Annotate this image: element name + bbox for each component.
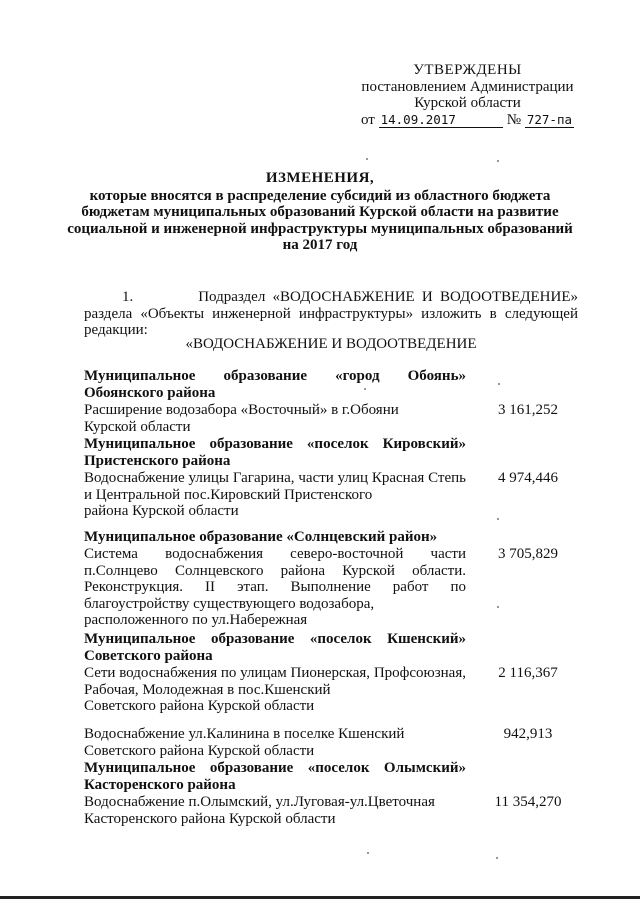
approval-block (360, 62, 575, 128)
project-row: Система водоснабжения северо-восточной части п.Солнцево Солнцевского района Курской области. Реконструкция. II этап. Выполнение работ по благоустройству существующего водозабора, расположенного по ул.Набережная (84, 546, 466, 628)
scan-speck (497, 606, 499, 608)
scan-speck (364, 388, 366, 390)
approval-date: 14.09.2017 (379, 112, 503, 128)
paragraph-1 (84, 289, 578, 339)
project-row: Водоснабжение п.Олымский, ул.Луговая-ул.Цветочная Касторенского района Курской области (84, 794, 435, 827)
amount-value: 3 161,252 (498, 402, 558, 418)
date-prefix: от (361, 111, 375, 128)
municipality-heading: Муниципальное образование «поселок Кшенский» Советского района (84, 631, 466, 664)
project-row: Сети водоснабжения по улицам Пионерская, Профсоюзная, Рабочая, Молодежная в пос.Кшенский Советского района Курской области (84, 665, 466, 714)
scan-speck (497, 518, 499, 520)
municipality-heading: Муниципальное образование «поселок Олымский» Касторенского района (84, 760, 466, 793)
number-prefix: № (506, 111, 522, 128)
approval-heading: УТВЕРЖДЕНЫ (413, 62, 522, 78)
municipality-heading: Муниципальное образование «город Обоянь» Обоянского района (84, 368, 466, 401)
project-row: Водоснабжение ул.Калинина в поселке Кшенский Советского района Курской области (84, 726, 405, 759)
paragraph-number: 1. (122, 289, 134, 305)
approval-line-1: постановлением Администрации (361, 78, 574, 95)
amount-value: 2 116,367 (498, 665, 558, 681)
scan-speck (497, 160, 499, 162)
paragraph-text: Подраздел «ВОДОСНАБЖЕНИЕ И ВОДООТВЕДЕНИЕ» раздела «Объекты инженерной инфраструктуры» изложить в следующей редакции: (84, 289, 579, 338)
approval-line-2: Курской области (414, 95, 521, 111)
approval-number: 727-па (526, 111, 572, 127)
scan-speck (366, 158, 368, 160)
municipality-heading: Муниципальное образование «поселок Кировский» Пристенского района (84, 436, 466, 469)
section-heading: «ВОДОСНАБЖЕНИЕ И ВОДООТВЕДЕНИЕ (185, 336, 477, 352)
amount-value: 3 705,829 (498, 546, 558, 562)
municipality-heading: Муниципальное образование «Солнцевский район» (84, 529, 438, 545)
scan-speck (498, 383, 500, 385)
scan-speck (367, 852, 369, 854)
amount-value: 4 974,446 (498, 470, 558, 486)
title-subtitle: которые вносятся в распределение субсидий из областного бюджета бюджетам муниципальных образований Курской области на развитие социальной и инженерной инфраструктуры муниципальных образований на 2017 год (67, 187, 573, 253)
approval-date-line (360, 112, 575, 129)
amount-value: 11 354,270 (494, 794, 562, 810)
project-row: Расширение водозабора «Восточный» в г.Обояни Курской области (84, 402, 399, 435)
project-row: Водоснабжение улицы Гагарина, части улиц Красная Степь и Центральной пос.Кировский Пристенского района Курской области (84, 470, 466, 519)
document-title (60, 170, 580, 254)
scan-speck (496, 857, 498, 859)
title-main: ИЗМЕНЕНИЯ, (265, 170, 375, 186)
page-bottom-edge (0, 896, 640, 899)
amount-value: 942,913 (503, 726, 553, 742)
